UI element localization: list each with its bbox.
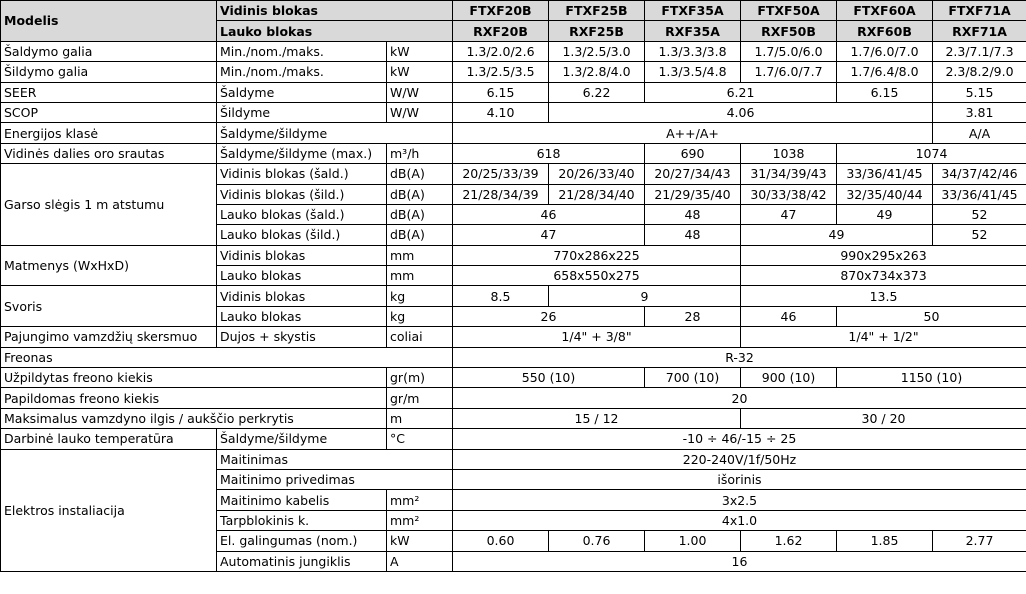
outdoor-model: RXF60B: [837, 21, 933, 41]
scop-row: [1, 102, 1026, 122]
row-sub: Vidinis blokas (šild.): [217, 184, 387, 204]
row-unit: kg: [387, 286, 453, 306]
value-cell: 49: [837, 204, 933, 224]
value-cell: 990x295x263: [741, 245, 1026, 265]
value-cell: 16: [453, 551, 1026, 571]
value-cell: 1150 (10): [837, 368, 1026, 388]
row-label: Užpildytas freono kiekis: [1, 368, 387, 388]
value-cell: 1.85: [837, 531, 933, 551]
row-sub: Vidinis blokas: [217, 245, 387, 265]
value-cell: 4.06: [549, 102, 933, 122]
value-cell: 31/34/39/43: [741, 164, 837, 184]
outdoor-model: RXF50B: [741, 21, 837, 41]
value-cell: 50: [837, 306, 1026, 326]
value-cell: 21/29/35/40: [645, 184, 741, 204]
row-sub: Lauko blokas (šald.): [217, 204, 387, 224]
weight-indoor-row: [1, 286, 1026, 306]
row-unit: kW: [387, 62, 453, 82]
value-cell: 1.7/5.0/6.0: [741, 41, 837, 61]
row-unit: kW: [387, 41, 453, 61]
row-unit: dB(A): [387, 184, 453, 204]
value-cell: R-32: [453, 347, 1026, 367]
indoor-model: FTXF20B: [453, 1, 549, 21]
value-cell: išorinis: [453, 469, 1026, 489]
value-cell: 46: [453, 204, 645, 224]
value-cell: 6.21: [645, 82, 837, 102]
row-unit: W/W: [387, 102, 453, 122]
value-cell: 1.3/2.5/3.5: [453, 62, 549, 82]
value-cell: 28: [645, 306, 741, 326]
heating-capacity-row: [1, 62, 1026, 82]
value-cell: 1074: [837, 143, 1026, 163]
value-cell: 900 (10): [741, 368, 837, 388]
value-cell: 0.76: [549, 531, 645, 551]
outdoor-unit-header: Lauko blokas: [217, 21, 453, 41]
row-label: Šildymo galia: [1, 62, 217, 82]
value-cell: A++/A+: [453, 123, 933, 143]
row-label: Vidinės dalies oro srautas: [1, 143, 217, 163]
value-cell: 4.10: [453, 102, 549, 122]
value-cell: 1/4" + 1/2": [741, 327, 1026, 347]
row-sub: Maitinimo kabelis: [217, 490, 387, 510]
value-cell: 20/26/33/40: [549, 164, 645, 184]
row-sub: Dujos + skystis: [217, 327, 387, 347]
indoor-model: FTXF60A: [837, 1, 933, 21]
row-label: Papildomas freono kiekis: [1, 388, 387, 408]
max-pipe-row: [1, 408, 1026, 428]
value-cell: 658x550x275: [453, 266, 741, 286]
row-unit: kg: [387, 306, 453, 326]
row-sub: Vidinis blokas: [217, 286, 387, 306]
row-unit: gr(m): [387, 368, 453, 388]
row-label: Darbinė lauko temperatūra: [1, 429, 217, 449]
indoor-model: FTXF71A: [933, 1, 1026, 21]
indoor-model: FTXF25B: [549, 1, 645, 21]
value-cell: 1.3/2.8/4.0: [549, 62, 645, 82]
model-header: Modelis: [1, 1, 217, 42]
row-unit: dB(A): [387, 164, 453, 184]
row-sub: Min./nom./maks.: [217, 41, 387, 61]
value-cell: 5.15: [933, 82, 1026, 102]
row-sub: Maitinimo privedimas: [217, 469, 453, 489]
value-cell: 770x286x225: [453, 245, 741, 265]
value-cell: 49: [741, 225, 933, 245]
value-cell: 52: [933, 204, 1026, 224]
row-sub: El. galingumas (nom.): [217, 531, 387, 551]
row-label: Matmenys (WxHxD): [1, 245, 217, 286]
row-sub: Min./nom./maks.: [217, 62, 387, 82]
row-sub: Maitinimas: [217, 449, 453, 469]
value-cell: -10 ÷ 46/-15 ÷ 25: [453, 429, 1026, 449]
charge-row: [1, 368, 1026, 388]
indoor-model: FTXF35A: [645, 1, 741, 21]
value-cell: 15 / 12: [453, 408, 741, 428]
value-cell: 33/36/41/45: [837, 164, 933, 184]
row-sub: Šildyme: [217, 102, 387, 122]
row-sub: Šaldyme/šildyme: [217, 429, 387, 449]
dims-indoor-row: [1, 245, 1026, 265]
value-cell: 2.77: [933, 531, 1026, 551]
cooling-capacity-row: [1, 41, 1026, 61]
value-cell: 1.3/3.3/3.8: [645, 41, 741, 61]
row-unit: mm: [387, 245, 453, 265]
value-cell: 32/35/40/44: [837, 184, 933, 204]
value-cell: 1.3/3.5/4.8: [645, 62, 741, 82]
value-cell: 33/36/41/45: [933, 184, 1026, 204]
seer-row: [1, 82, 1026, 102]
row-sub: Šaldyme/šildyme (max.): [217, 143, 387, 163]
value-cell: 1.7/6.0/7.7: [741, 62, 837, 82]
row-label: Energijos klasė: [1, 123, 217, 143]
value-cell: 618: [453, 143, 645, 163]
value-cell: 220-240V/1f/50Hz: [453, 449, 1026, 469]
indoor-model: FTXF50A: [741, 1, 837, 21]
value-cell: 26: [453, 306, 645, 326]
outdoor-model: RXF71A: [933, 21, 1026, 41]
value-cell: 47: [453, 225, 645, 245]
row-unit: dB(A): [387, 225, 453, 245]
freon-row: [1, 347, 1026, 367]
value-cell: 690: [645, 143, 741, 163]
row-sub: Šaldyme/šildyme: [217, 123, 453, 143]
row-unit: dB(A): [387, 204, 453, 224]
value-cell: 2.3/7.1/7.3: [933, 41, 1026, 61]
value-cell: 20/27/34/43: [645, 164, 741, 184]
value-cell: 870x734x373: [741, 266, 1026, 286]
row-sub: Tarpblokinis k.: [217, 510, 387, 530]
row-label: Maksimalus vamzdyno ilgis / aukščio perkrytis: [1, 408, 387, 428]
outdoor-model: RXF20B: [453, 21, 549, 41]
value-cell: 1.3/2.5/3.0: [549, 41, 645, 61]
row-unit: mm²: [387, 510, 453, 530]
row-label: Garso slėgis 1 m atstumu: [1, 164, 217, 246]
row-unit: A: [387, 551, 453, 571]
row-unit: m³/h: [387, 143, 453, 163]
row-label: Elektros instaliacija: [1, 449, 217, 571]
value-cell: 6.15: [837, 82, 933, 102]
row-label: Svoris: [1, 286, 217, 327]
row-unit: kW: [387, 531, 453, 551]
value-cell: 34/37/42/46: [933, 164, 1026, 184]
value-cell: 8.5: [453, 286, 549, 306]
noise-indoor-cool-row: [1, 164, 1026, 184]
row-label: SEER: [1, 82, 217, 102]
row-label: Šaldymo galia: [1, 41, 217, 61]
value-cell: 3x2.5: [453, 490, 1026, 510]
value-cell: 48: [645, 225, 741, 245]
value-cell: 1.00: [645, 531, 741, 551]
value-cell: 46: [741, 306, 837, 326]
row-sub: Lauko blokas (šild.): [217, 225, 387, 245]
row-unit: mm: [387, 266, 453, 286]
value-cell: 0.60: [453, 531, 549, 551]
value-cell: 20/25/33/39: [453, 164, 549, 184]
row-unit: gr/m: [387, 388, 453, 408]
temp-row: [1, 429, 1026, 449]
value-cell: 21/28/34/39: [453, 184, 549, 204]
value-cell: 1.3/2.0/2.6: [453, 41, 549, 61]
value-cell: 6.22: [549, 82, 645, 102]
value-cell: 47: [741, 204, 837, 224]
value-cell: 700 (10): [645, 368, 741, 388]
value-cell: 4x1.0: [453, 510, 1026, 530]
value-cell: 13.5: [741, 286, 1026, 306]
value-cell: 21/28/34/40: [549, 184, 645, 204]
extra-charge-row: [1, 388, 1026, 408]
electric-supply-row: [1, 449, 1026, 469]
row-label: Pajungimo vamzdžių skersmuo: [1, 327, 217, 347]
value-cell: 1.7/6.0/7.0: [837, 41, 933, 61]
value-cell: 20: [453, 388, 1026, 408]
row-sub: Automatinis jungiklis: [217, 551, 387, 571]
value-cell: 2.3/8.2/9.0: [933, 62, 1026, 82]
value-cell: 48: [645, 204, 741, 224]
row-unit: mm²: [387, 490, 453, 510]
value-cell: 52: [933, 225, 1026, 245]
value-cell: 1.62: [741, 531, 837, 551]
row-sub: Lauko blokas: [217, 306, 387, 326]
value-cell: 9: [549, 286, 741, 306]
value-cell: 1/4" + 3/8": [453, 327, 741, 347]
piping-row: [1, 327, 1026, 347]
outdoor-model: RXF35A: [645, 21, 741, 41]
row-unit: m: [387, 408, 453, 428]
value-cell: 1.7/6.4/8.0: [837, 62, 933, 82]
value-cell: A/A: [933, 123, 1026, 143]
value-cell: 3.81: [933, 102, 1026, 122]
row-label: SCOP: [1, 102, 217, 122]
row-label: Freonas: [1, 347, 453, 367]
row-sub: Vidinis blokas (šald.): [217, 164, 387, 184]
row-unit: coliai: [387, 327, 453, 347]
value-cell: 1038: [741, 143, 837, 163]
energy-class-row: [1, 123, 1026, 143]
header-row-indoor: [1, 1, 1026, 21]
value-cell: 550 (10): [453, 368, 645, 388]
value-cell: 6.15: [453, 82, 549, 102]
row-sub: Šaldyme: [217, 82, 387, 102]
outdoor-model: RXF25B: [549, 21, 645, 41]
row-sub: Lauko blokas: [217, 266, 387, 286]
row-unit: °C: [387, 429, 453, 449]
value-cell: 30/33/38/42: [741, 184, 837, 204]
indoor-unit-header: Vidinis blokas: [217, 1, 453, 21]
value-cell: 30 / 20: [741, 408, 1026, 428]
airflow-row: [1, 143, 1026, 163]
row-unit: W/W: [387, 82, 453, 102]
